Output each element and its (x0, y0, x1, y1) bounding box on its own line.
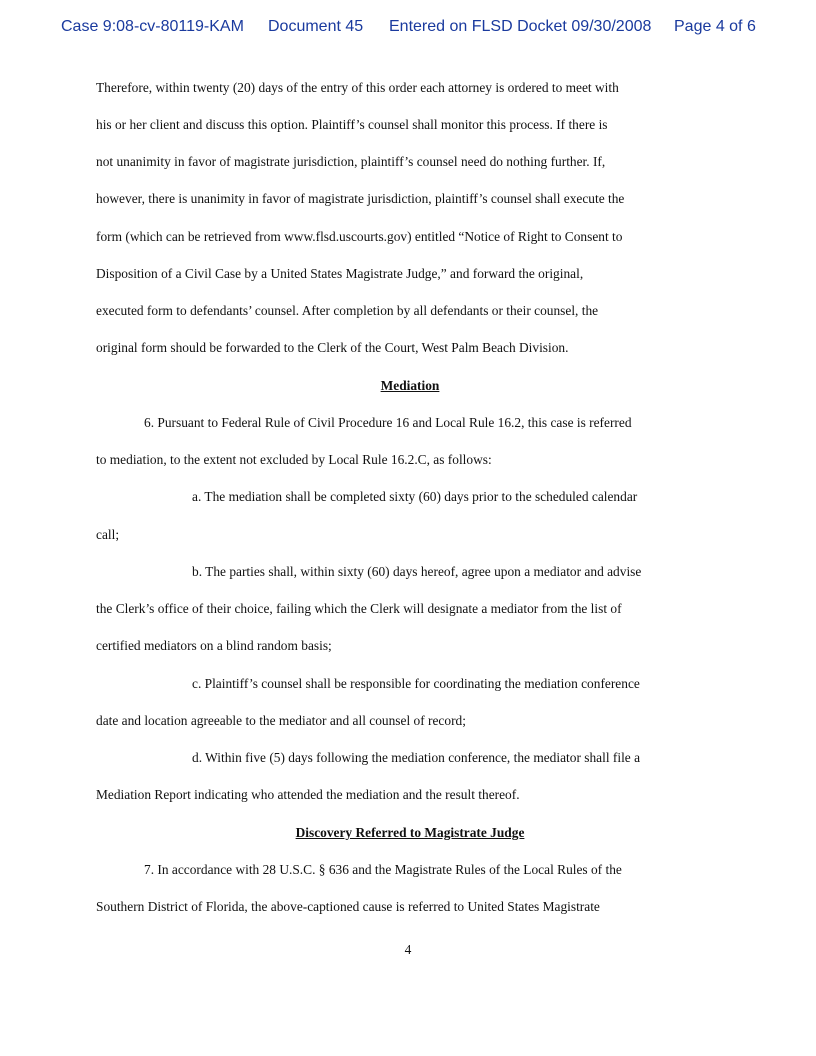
body-line: Therefore, within twenty (20) days of the entry of this order each attorney is ordered to meet with (96, 80, 619, 95)
body-line: Southern District of Florida, the above-captioned cause is referred to United States Magistrate (96, 899, 600, 914)
body-line: executed form to defendants’ counsel. After completion by all defendants or their counsel, the (96, 303, 599, 318)
body-line: the Clerk’s office of their choice, failing which the Clerk will designate a mediator from the list of (96, 601, 622, 616)
body-line: Mediation Report indicating who attended the mediation and the result thereof. (96, 787, 520, 802)
case-number: Case 9:08-cv-80119-KAM (61, 18, 244, 35)
body-line: call; (96, 527, 120, 542)
body-line: not unanimity in favor of magistrate jurisdiction, plaintiff’s counsel need do nothing further. If, (96, 154, 606, 169)
body-line: d. Within five (5) days following the mediation conference, the mediator shall file a (192, 750, 641, 765)
body-line: 6. Pursuant to Federal Rule of Civil Procedure 16 and Local Rule 16.2, this case is referred (144, 415, 632, 430)
docket-header (0, 18, 816, 38)
body-line: date and location agreeable to the mediator and all counsel of record; (96, 713, 466, 728)
docket-entry-date: Entered on FLSD Docket 09/30/2008 (389, 18, 652, 35)
body-line: however, there is unanimity in favor of magistrate jurisdiction, plaintiff’s counsel shall execute the (96, 191, 625, 206)
body-line: a. The mediation shall be completed sixty (60) days prior to the scheduled calendar (192, 489, 638, 504)
document-number: Document 45 (268, 18, 364, 35)
body-line: 7. In accordance with 28 U.S.C. § 636 and the Magistrate Rules of the Local Rules of the (144, 862, 622, 877)
body-line: to mediation, to the extent not excluded by Local Rule 16.2.C, as follows: (96, 452, 492, 467)
body-line: Disposition of a Civil Case by a United States Magistrate Judge,” and forward the original, (96, 266, 584, 281)
section-heading-mediation: Mediation (380, 378, 440, 393)
body-line: his or her client and discuss this option. Plaintiff’s counsel shall monitor this process. If there is (96, 117, 608, 132)
body-line: original form should be forwarded to the Clerk of the Court, West Palm Beach Division. (96, 340, 569, 355)
page-count: Page 4 of 6 (674, 18, 756, 35)
section-heading-discovery: Discovery Referred to Magistrate Judge (295, 825, 525, 840)
body-line: c. Plaintiff’s counsel shall be responsible for coordinating the mediation conference (192, 676, 640, 691)
body-line: certified mediators on a blind random basis; (96, 638, 332, 653)
body-line: b. The parties shall, within sixty (60) days hereof, agree upon a mediator and advise (192, 564, 642, 579)
page-number: 4 (404, 942, 412, 957)
body-line: form (which can be retrieved from www.flsd.uscourts.gov) entitled “Notice of Right to Consent to (96, 229, 623, 244)
